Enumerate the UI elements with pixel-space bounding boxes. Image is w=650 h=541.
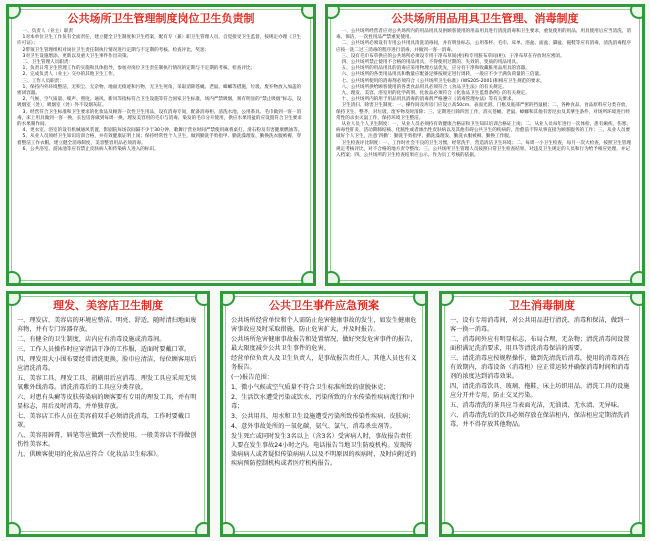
rule-line: 六、消毒清洗后的饮具必须存放在保洁柜内，保洁柜应定期清洗消毒，并不得存放其他物品。 bbox=[450, 412, 630, 428]
rule-line: 3、经营符合卫生标准和卫生要求的化妆品及顾客一次性卫生用品，设有消毒专间，配备消毒柜、清洗水池，公用茶具、毛巾做到一客一消毒，床上用具做到一客一换，长包房客做到每周一换，理发美容用的毛巾与消毒、染发的毛巾分开使用，供应水果用盆的应设置符合卫生要求的水果制作间。 bbox=[17, 109, 302, 128]
corner-ornament bbox=[220, 522, 235, 537]
panel-emergency-plan bbox=[220, 291, 428, 537]
corner-ornament bbox=[630, 522, 645, 537]
panel-body bbox=[450, 316, 634, 429]
panel-post-responsibility bbox=[6, 4, 316, 286]
rule-line: 二、消毒间外应有明显标志，布局合理，无杂物；清洗消毒间设置面积满足洗消要求，用具等清洗消毒保洁的需要。 bbox=[450, 336, 630, 352]
corner-ornament bbox=[630, 291, 645, 306]
rule-line: 发生死亡或同时发生3名以上（含3名）受害病人时，事故报告责任人要在发生事故24小时之内，电话报告当地卫生防疫机构。发现传染病病人或者疑似传染病病人以及不明原因的疾病时，及时向附近的疾病预防控制机构或者医疗机构报告。 bbox=[231, 433, 417, 467]
panel-title: 公共场所用品用具卫生管理、消毒制度 bbox=[391, 12, 579, 25]
rule-line: 5、从业人员须经卫生知识培训合格，并有效健康证明上岗；保持经常性个人卫生，做到勤洗手剪指甲、勤洗澡理发、勤换洗衣服被褥，穿着整洁工作衣帽，建立健全消毒制度，美容整容用品必须消毒。 bbox=[17, 134, 302, 146]
rule-line: 五、消毒清洗的茶具应当表面光洁，无油渍、无水渍、无异味。 bbox=[450, 402, 624, 409]
corner-ornament bbox=[6, 522, 21, 537]
rule-line: 公共场所危害健康事故报告和处置情况，做好突发危害事件的报告，最大限度减少公共卫生事件的危害。 bbox=[231, 336, 417, 352]
panel-body bbox=[336, 29, 634, 159]
rule-line: 二、公共场所必须设有专用公共用具清洗消毒间，并有明显标志，公用茶杯、毛巾、床单、浴盆、面盆、脚盆、拖鞋等应有消毒，清洗消毒程序应按一洗二过三消毒的程序进行消毒，并做到一客一消毒。 bbox=[336, 41, 631, 53]
rule-line: 四、清洗消毒饮具、玻璃、拖鞋、床上坊织用品、清洗工具的设施应分开并专用，防止交叉污染。 bbox=[450, 383, 630, 399]
panel-title: 理发、美容店卫生制度 bbox=[53, 299, 163, 312]
rule-line: 五、公共场所的用品用具的消毒应采用物理方法优先，应分有干净和收藏脏用品用具的容器。 bbox=[341, 66, 530, 72]
panel-supplies-disinfection bbox=[325, 4, 645, 286]
panel-body bbox=[231, 316, 417, 468]
rule-line: 三、工作人员操作时应穿清洁干净的工作服，适面时要戴口罩。 bbox=[17, 346, 191, 353]
rule-line: 七、美容店工作人员在美容前双手必须清洗消毒，工作时要戴口罩。 bbox=[17, 413, 191, 429]
rule-line: 6、公共浴室、游泳池等应有禁止皮肤病人和传染病人进入的标识。 bbox=[22, 146, 159, 152]
rule-line: 三、设有毛巾布草供应的公共场所必须设专用干净布草间(柜)和专用脏布草间(柜)，干净布草在存放时应密闭。 bbox=[341, 53, 565, 59]
rule-line: 2、完成负责人（业主）交办的其他卫生工作。 bbox=[22, 72, 118, 78]
panel-disinfection-system bbox=[439, 291, 645, 537]
rule-line: 八、公共场所供给顾客使用的各类食品用具必须符合《食品卫生法》的有关规定。 bbox=[341, 84, 507, 90]
rule-line: 四、理发用大小围布要经常清洗更换，脸巾应清洁，每位顾客用后应清洗消毒。 bbox=[17, 356, 197, 372]
corner-ornament bbox=[630, 271, 645, 286]
rule-line: 公共场所经营单位和个人需防止危害健康事故的发生，如发生健康危害事故应及时采取措施，防止危害扩大，并及时报告。 bbox=[231, 317, 417, 333]
rule-line: 八、美容用唇膏、唇笔等应做到一次性使用。一般美容店不得做创伤性美容术。 bbox=[17, 432, 197, 448]
corner-ornament bbox=[413, 522, 428, 537]
rule-line: 二、有健全的卫生制度，店内应有消毒设施或消毒间。 bbox=[17, 336, 166, 343]
corner-ornament bbox=[301, 4, 316, 19]
rule-line: 4、更衣室、浴室的设有机械通风装置，影剧院每场次间隔不少于30分钟，歌舞厅营业时间严禁使用麻将桌打、滑石粉及有害健康燃油等。 bbox=[22, 128, 303, 134]
rule-line: 六、对患有头癣等皮肤传染病的顾客要有专用的理发工具，并有明显标志，用后及时消毒，并单独存放。 bbox=[17, 394, 197, 410]
rule-line: 1、负责日常卫生管理工作的实施和具体指导，参加对岗位卫生责任制执行情况的定期与不定期的考核、检查评比； bbox=[22, 66, 256, 72]
rule-line: 六、公共场所的各类用品用具和数量应配备足够按规定进行周转，一般应不少于满负荷量的三倍量。 bbox=[341, 72, 544, 78]
rule-line: 从业人员个人卫生制度：一、从业人员必须持有效健康合格证和卫生知识培训合格证上岗；二、从业人员每年进行一次体检，患有痢疾、伤寒、病毒性肝炎、活动期肺结核、化脓性或者渗出性皮肤病以及其他有碍公共卫生的疾病的，治愈前不得从事直接为顾客服务的工作；三、从业人员要做好个人卫生，注意‘四勤’：勤洗手剪指甲、勤洗澡理发、勤洗衣服被褥、勤换工作服。 bbox=[336, 122, 631, 140]
corner-ornament bbox=[630, 4, 645, 19]
rule-line: 3、公共用具、用水和卫生设施遭受污染所致传染性疾病、皮肤病； bbox=[231, 413, 415, 420]
rule-line: 经营单位负责人及卫生负责人，是事故报告责任人，其他人员也有义务报告。 bbox=[231, 355, 417, 371]
rule-line: 1、微小气候或空气质量不符合卫生标准所致的虚脱休克； bbox=[231, 384, 390, 391]
rule-line: 二、卫生管理人员职责： bbox=[22, 60, 74, 66]
rule-line: 九、供顾客使用的化妆品应符合《化妆品卫生标准》。 bbox=[17, 451, 163, 458]
corner-ornament bbox=[413, 291, 428, 306]
rule-line: 五、美容工具、理发工具、胡刷用后应消毒。理发工具应采用无臭氧紫外线消毒。清洗消毒后的工具应分类存放。 bbox=[17, 375, 197, 391]
rule-line: 2带领卫生管理组织对岗位卫生责任制执行情况进行定期与不定期的考核、检查评比，奖惩； bbox=[22, 47, 210, 53]
rule-line: 三、清洗消毒应按规程操作，做到先清洗后消毒，使用的消毒剂在有效期内，消毒设备（消毒柜）应正常运转并确保消毒时间和消毒剂的浓度达到消毒效果。 bbox=[450, 355, 630, 380]
rule-line: (一)报告范围： bbox=[231, 374, 273, 381]
panel-title: 卫生消毒制度 bbox=[509, 299, 575, 312]
rule-line: 2、气候、空气质量、噪声、照度、通风、新风等指标符合卫生设施等符合国家卫生标准，场内严禁吸烟，须有明显的“禁止吸烟”标志，设吸烟室（处），吸烟室（处）外不设烟灰缸。 bbox=[17, 97, 302, 109]
corner-ornament bbox=[195, 522, 210, 537]
corner-ornament bbox=[6, 271, 21, 286]
rule-line: 2、生活饮水遭受污染或饮水，污染所致的介水传染性疾病流行和中毒； bbox=[231, 394, 415, 410]
panel-salon-hygiene bbox=[6, 291, 210, 537]
rule-line: 1、保持内外环境整洁，无积尘、无杂物、地面无痰迹和污物，无卫生死角，采取消除苍蝇、老鼠、蟑螂等措施，垃圾、废弃物放入加盖的密闭容器。 bbox=[17, 84, 302, 97]
panel-body bbox=[17, 29, 305, 153]
rule-line: 1对本单位卫生工作负有全面责任，建立健全卫生制度和卫生档案，配有专（兼）职卫生管理人员，自觉接受卫生监督，按规定办理《卫生许可证》； bbox=[17, 35, 302, 47]
rule-line: 三、工作人员职责： bbox=[22, 78, 64, 84]
rule-line: 十、公共场所内的用于用品用具消毒的消毒剂严格遵守《消毒管理办法》等有关要求。 bbox=[341, 97, 517, 103]
rule-line: 一、设有专用消毒间，对公共用品进行清洗、消毒和保洁，做到一客一换一消毒。 bbox=[450, 317, 630, 333]
rule-line: 3对卫生设施增添、更新以及重大卫生事件作出决策。 bbox=[22, 53, 132, 59]
rule-line: 七、公共场所使用的消毒剂必须符合《公共场所卫生标准》(WS205-2001)和相应卫生规范的要求。 bbox=[341, 78, 545, 84]
rule-line: 四、公共场所禁止使用不合格的用品用具，不得使用过期的、失效的、变质的用品用具。 bbox=[341, 60, 521, 66]
corner-ornament bbox=[195, 291, 210, 306]
panel-title: 公共卫生事件应急预案 bbox=[269, 299, 379, 312]
corner-ornament bbox=[325, 271, 340, 286]
panel-body bbox=[17, 316, 199, 459]
rule-line: 卫生检查评比制度：一、工作时社会不良的卫生习惯，经常洗手，营造清洁卫生环境；二、每周一小卫生检查，每月一次大检查，按照卫生管理规定考核评比，对不合格的地方责令整改；三、公共场所卫生管理人员按照日常卫生检查结果，对违反卫生规定的人员和行为给予相应处理，并记入档案；四、公共场所的卫生检查结果应公示，作为员工考核的依据。 bbox=[336, 140, 631, 159]
rule-line: 一、负责人（业主）职责 bbox=[22, 29, 74, 34]
rule-line: 一、公共场所经营者应对公共场所内的用品用具及供顾客使用的用品用具进行清洗消毒和卫生要求，重复使用的用品、用具使用后应当清洗、消毒、保洁，一次性用品严禁重复使用。 bbox=[336, 29, 631, 41]
rule-line: 一、理发店、美容店的环境应整洁、明亮、舒适，随时清扫地面废弃物，并有专门容器存放。 bbox=[17, 317, 197, 333]
corner-ornament bbox=[439, 522, 454, 537]
rule-line: 九、理发、美容、浴室用的化学药剂、化妆品必须符合《化妆品卫生监督条例》的有关规定。 bbox=[341, 91, 530, 97]
panel-title: 公共场所卫生管理制度岗位卫生负责制 bbox=[67, 12, 255, 25]
rule-line: 4、意外事故处所的一氧化碳、氨气、氯气、消毒杀虫剂等。 bbox=[231, 423, 396, 430]
rule-line: 卫生清扫、除害卫生制度：一、操作间及库房门应设立高50cm、表面光滑、门框及底部严密的挡鼠板；二、各种食品、食品原料应分类存放，保持卫生、整齐，对垃圾、废弃物及时清除；三、定期进行除四害工作，消灭苍蝇、老鼠、蟑螂和其他有害昆虫及其孳生条件，对场所环境进行经常性的杀虫灭鼠工作，保持环境卫生整洁。 bbox=[336, 103, 631, 121]
corner-ornament bbox=[301, 271, 316, 286]
